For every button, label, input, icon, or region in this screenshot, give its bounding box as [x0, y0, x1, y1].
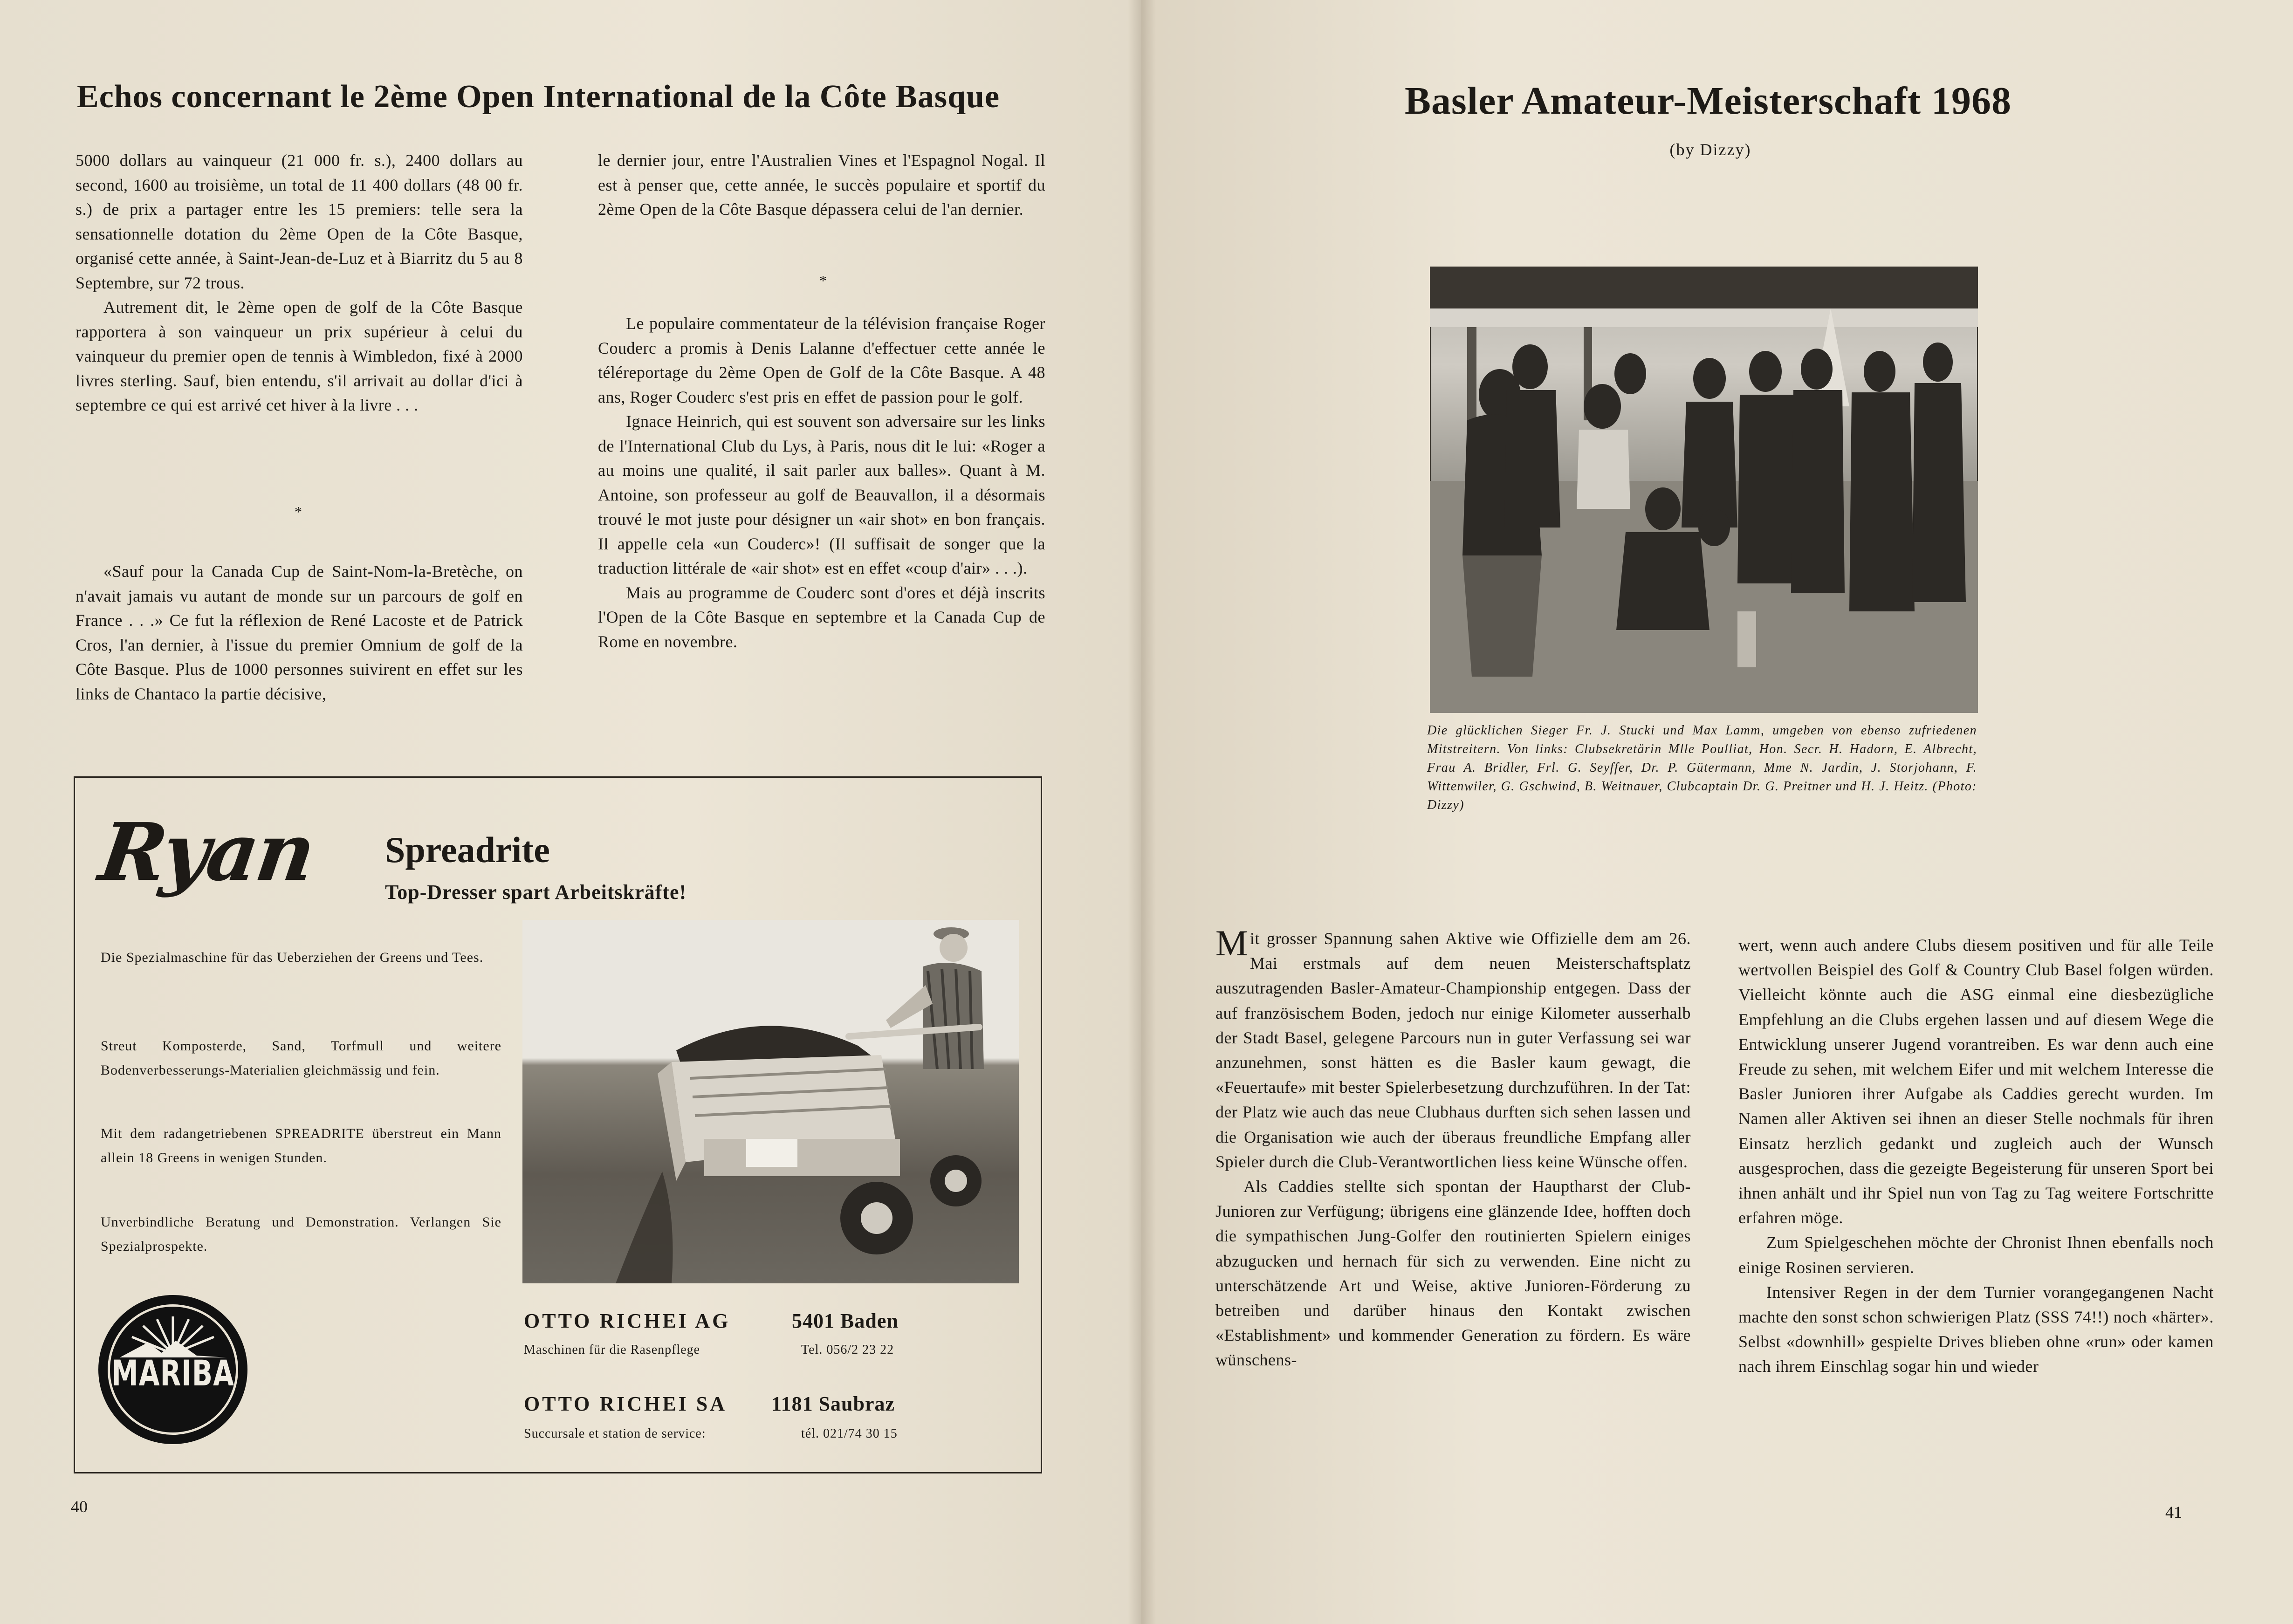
- section-divider-star: *: [295, 503, 302, 520]
- byline: (by Dizzy): [1669, 140, 1751, 159]
- left-column-1: [76, 148, 523, 418]
- right-column-1: [1215, 923, 1691, 1373]
- paragraph: le dernier jour, entre l'Australien Vines et l'Espagnol Nogal. Il est à penser que, cette année, le succès populaire et sportif du 2ème Open de la Côte Basque dépassera celui de l'an dernier.: [598, 151, 1045, 219]
- paragraph: Als Caddies stellte sich spontan der Hauptharst der Club-Junioren zur Verfügung; übrigens eine glänzende Idee, hofften doch die sympathischen Jung-Golfer den routinierten Spielern einiges abzugucken und hernach für sich zu verwenden. Eine nicht zu unterschätzende Art und Weise, aktive Junioren-Förderung zu betreiben und darüber hinaus den Kontakt zwischen «Establishment» und kommender Generation zu fördern. Es wäre wünschens-: [1215, 1177, 1691, 1370]
- ad-feature-2: Streut Komposterde, Sand, Torfmull und weitere Bodenverbesserungs-Materialien gleichmässig und fein.: [101, 1038, 501, 1078]
- left-headline: Echos concernant le 2ème Open International de la Côte Basque: [77, 79, 1000, 115]
- top-dresser-machine-photo: [522, 920, 1019, 1283]
- right-headline: Basler Amateur-Meisterschaft 1968: [1405, 79, 2012, 123]
- team-group-photo: [1430, 267, 1978, 713]
- paragraph: Zum Spielgeschehen möchte der Chronist Ihnen ebenfalls noch einige Rosinen servieren.: [1738, 1233, 2214, 1277]
- ad-feature-4: Unverbindliche Beratung und Demonstration. Verlangen Sie Spezialprospekte.: [101, 1214, 501, 1254]
- paragraph: Autrement dit, le 2ème open de golf de la Côte Basque rapportera à son vainqueur un prix supérieur à celui du vainqueur du premier open de tennis à Wimbledon, fixé à 2000 livres sterling. Sauf, bien entendu, s'il arrivait au dollar d'ici à septembre ce qui est arrivé cet hiver à la livre . . .: [76, 298, 523, 414]
- company-1-description: Maschinen für die Rasenpflege: [524, 1343, 700, 1357]
- company-2-city: 1181 Saubraz: [771, 1392, 895, 1415]
- left-column-2-continued: [598, 311, 1045, 654]
- paragraph-text: it grosser Spannung sahen Aktive wie Offizielle dem am 26. Mai erstmals auf dem neuen Meisterschaftsplatz auszutragenden Basler-Amateur-Championship entgegen. Dass der auf französischem Boden, jedoch nur einige Kilometer ausserhalb der Stadt Basel, gelegene Parcours nun in guter Verfassung sei war anzunehmen, sonst hätten es die Basler kaum gewagt, die «Feuertaufe» mit bester Spielerbesetzung durchzuführen. In der Tat: der Platz wie auch das neue Clubhaus durften sich sehen lassen und die Organisation wie auch der überaus freundliche Empfang aller Spieler durch die Club-Verantwortlichen liess keine Wünsche offen.: [1215, 929, 1691, 1171]
- right-page-number: 41: [2165, 1503, 2182, 1521]
- left-page-number: 40: [71, 1497, 88, 1516]
- spreadrite-advertisement: [74, 776, 1042, 1473]
- ad-product-title: Spreadrite: [385, 829, 550, 870]
- ad-feature-1: Die Spezialmaschine für das Ueberziehen der Greens und Tees.: [101, 950, 484, 965]
- group-photo-illustration: [1430, 267, 1978, 713]
- ad-feature-3: Mit dem radangetriebenen SPREADRITE überstreut ein Mann allein 18 Greens in wenigen Stunden.: [101, 1126, 501, 1165]
- left-column-1-continued: [76, 559, 523, 706]
- company-2-description: Succursale et station de service:: [524, 1426, 706, 1441]
- mariba-wordmark: MARIBA: [111, 1352, 234, 1394]
- paragraph: wert, wenn auch andere Clubs diesem positiven und für alle Teile wertvollen Beispiel des Golf & Country Club Basel folgen würden. Vielleicht könnte auch die ASG einmal eine diesbezügliche Empfehlung an die Clubs ergehen lassen und auf diesem Wege die Entwicklung unserer Jugend vorantreiben. Es war denn auch eine Freude zu sehen, mit welchem Eifer und mit welchem Interesse die Basler Junioren ihrer Aufgabe als Caddies gerecht wurden. Im Namen aller Aktiven sei ihnen an dieser Stelle nochmals für ihren Einsatz herzlich gedankt und zugleich auch der Wunsch ausgesprochen, dass die gezeigte Begeisterung für unseren Sport bei ihnen anhält und ihr Spiel nun von Tag zu Tag weitere Fortschritte erfahren möge.: [1738, 936, 2214, 1227]
- paragraph: Le populaire commentateur de la télévision française Roger Couderc a promis à Denis Lalanne d'effectuer cette année le téléreportage du 2ème Open de Golf de la Côte Basque. A 48 ans, Roger Couderc s'est pris en effet de passion pour le golf.: [598, 314, 1045, 406]
- ryan-logo: Ryan: [94, 806, 319, 899]
- company-1-city: 5401 Baden: [792, 1309, 899, 1332]
- page-gutter: [1128, 0, 1156, 1624]
- drop-cap: M: [1215, 923, 1248, 963]
- paragraph: 5000 dollars au vainqueur (21 000 fr. s.), 2400 dollars au second, 1600 au troisième, un total de 11 400 dollars (48 00 fr. s.) de prix a partager entre les 15 premiers: telle sera la sensationnelle dotation du 2ème Open de la Côte Basque, organisé cette année, à Saint-Jean-de-Luz et à Biarritz du 5 au 8 Septembre, sur 72 trous.: [76, 151, 523, 292]
- paragraph: Intensiver Regen in der dem Turnier vorangegangenen Nacht machte den sonst schon schwierigen Platz (SSS 74!!) noch «härter». Selbst «downhill» gespielte Drives blieben ohne «run» oder kamen nach ihrem Einschlag sogar hin und wieder: [1738, 1282, 2214, 1376]
- mariba-logo: [98, 1295, 247, 1444]
- left-column-2: [598, 148, 1045, 222]
- ad-subtitle: Top-Dresser spart Arbeitskräfte!: [385, 881, 687, 904]
- photo-caption: Die glücklichen Sieger Fr. J. Stucki und Max Lamm, umgeben von ebenso zufriedenen Mitstreitern. Von links: Clubsekretärin Mlle Poulliat, Hon. Secr. H. Hadorn, E. Albrecht, Frau A. Bridler, Frl. G. Seyffer, Dr. P. Gütermann, Mme N. Jardin, J. Storjohann, F. Wittenwiler, G. Gschwind, B. Weitnauer, Clubcaptain Dr. G. Preitner und H. J. Heitz. (Photo: Dizzy): [1427, 723, 1977, 812]
- paragraph: Ignace Heinrich, qui est souvent son adversaire sur les links de l'International Club du Lys, à Paris, nous dit le lui: «Roger a au moins une qualité, il sait parler aux balles». Quant à M. Antoine, son professeur au golf de Beauvallon, il a désormais trouvé le mot juste pour désigner un «air shot» en bon français. Il appelle cela «un Couderc»! (Il suffisait de songer que la traduction littérale de «air shot» est en effet «coup d'air» . . .).: [598, 412, 1045, 577]
- paragraph: [1215, 923, 1691, 1174]
- section-divider-star: *: [819, 272, 827, 289]
- company-1-phone: Tel. 056/2 23 22: [801, 1343, 894, 1357]
- company-1-name: OTTO RICHEI AG: [524, 1309, 731, 1332]
- top-dresser-illustration: [522, 920, 1019, 1283]
- right-column-2: [1738, 933, 2214, 1379]
- company-2-phone: tél. 021/74 30 15: [801, 1426, 898, 1441]
- paragraph: Mais au programme de Couderc sont d'ores et déjà inscrits l'Open de la Côte Basque en septembre et la Canada Cup de Rome en novembre.: [598, 583, 1045, 651]
- company-2-name: OTTO RICHEI SA: [524, 1392, 727, 1415]
- paragraph: «Sauf pour la Canada Cup de Saint-Nom-la-Bretèche, on n'avait jamais vu autant de monde sur un parcours de golf en France . . .» Ce fut la réflexion de René Lacoste et de Patrick Cros, l'an dernier, à l'issue du premier Omnium de golf de la Côte Basque. Plus de 1000 personnes suivirent en effet sur les links de Chantaco la partie décisive,: [76, 562, 523, 703]
